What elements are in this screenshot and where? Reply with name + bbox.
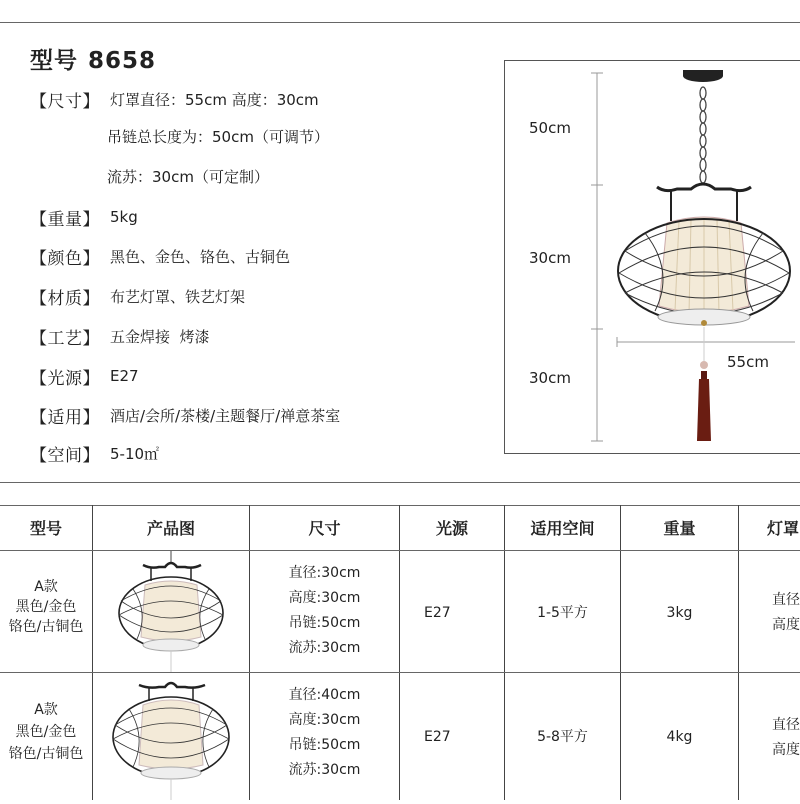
table-row-2-shade xyxy=(739,673,800,800)
variant-name: A款 xyxy=(34,702,58,718)
header-space: 适用空间 xyxy=(505,505,621,550)
body-height-label: 30cm xyxy=(529,249,571,267)
spec-value: 酒店/会所/茶楼/主题餐厅/禅意茶室 xyxy=(110,406,341,425)
spec-value: 5-10㎡ xyxy=(110,444,160,463)
header-image: 产品图 xyxy=(93,505,250,550)
shade-diameter: 直径 xyxy=(772,717,800,733)
variant-colors: 铬色/古铜色 xyxy=(8,746,84,762)
table-row-1-space: 1-5平方 xyxy=(505,551,621,672)
size-diameter: 直径:40cm xyxy=(288,687,361,703)
model-number: 8658 xyxy=(88,48,157,74)
top-divider xyxy=(0,22,800,23)
table-row-1-light: E27 xyxy=(400,551,505,672)
spec-value: 布艺灯罩、铁艺灯架 xyxy=(110,287,246,306)
model-label: 型号 xyxy=(30,48,78,74)
shade-height: 高度 xyxy=(772,742,800,758)
lantern-thumbnail xyxy=(93,551,250,672)
spec-value: 5kg xyxy=(110,208,138,226)
variant-colors: 黑色/金色 xyxy=(15,599,77,615)
chain-length-label: 50cm xyxy=(529,119,571,137)
size-height: 高度:30cm xyxy=(288,590,361,606)
size-tassel: 流苏:30cm xyxy=(288,640,361,656)
variant-colors: 铬色/古铜色 xyxy=(8,619,84,635)
diameter-label: 55cm xyxy=(727,353,769,371)
spec-label: 【光源】 xyxy=(30,368,100,389)
header-weight: 重量 xyxy=(621,505,739,550)
size-diameter: 直径:30cm xyxy=(288,565,361,581)
spec-size xyxy=(30,84,319,114)
dimension-diagram xyxy=(504,60,800,454)
lantern-thumbnail xyxy=(93,673,250,800)
model-heading xyxy=(30,42,156,75)
variant-colors: 黑色/金色 xyxy=(15,724,77,740)
spec-color xyxy=(30,241,290,271)
tassel-length-label: 30cm xyxy=(529,369,571,387)
spec-material xyxy=(30,281,245,311)
header-light: 光源 xyxy=(400,505,505,550)
variant-name: A款 xyxy=(34,579,58,595)
table-row-2-model xyxy=(0,673,93,800)
spec-craft xyxy=(30,321,210,351)
spec-label: 【适用】 xyxy=(30,407,100,428)
spec-weight xyxy=(30,202,138,232)
spec-value: 灯罩直径：55cm 高度：30cm xyxy=(110,90,319,109)
spec-value: E27 xyxy=(110,367,139,385)
size-chain: 吊链:50cm xyxy=(288,737,361,753)
size-tassel: 流苏:30cm xyxy=(288,762,361,778)
header-shade: 灯罩 xyxy=(767,519,800,538)
spec-label: 【材质】 xyxy=(30,288,100,309)
spec-label: 【颜色】 xyxy=(30,248,100,269)
table-row-1-shade xyxy=(739,551,800,672)
table-row-1-image xyxy=(93,551,250,672)
section-divider xyxy=(0,482,800,483)
spec-value: 五金焊接 烤漆 xyxy=(110,327,210,346)
spec-label: 【空间】 xyxy=(30,445,100,466)
spec-tassel-length: 流苏：30cm（可定制） xyxy=(107,168,269,186)
shade-height: 高度 xyxy=(772,617,800,633)
table-row-1-model xyxy=(0,551,93,672)
spec-application xyxy=(30,400,340,430)
spec-value: 黑色、金色、铬色、古铜色 xyxy=(110,247,291,266)
table-row-2-weight: 4kg xyxy=(621,673,739,800)
shade-diameter: 直径 xyxy=(772,592,800,608)
table-row-1-size xyxy=(250,551,400,672)
table-row-2-image xyxy=(93,673,250,800)
spec-chain-length: 吊链总长度为：50cm（可调节） xyxy=(107,128,329,146)
spec-space xyxy=(30,438,159,468)
table-row-1-weight: 3kg xyxy=(621,551,739,672)
header-model: 型号 xyxy=(0,505,93,550)
table-row-2-size xyxy=(250,673,400,800)
spec-label: 【重量】 xyxy=(30,209,100,230)
size-chain: 吊链:50cm xyxy=(288,615,361,631)
header-size: 尺寸 xyxy=(250,505,400,550)
spec-light-source xyxy=(30,361,139,391)
table-row-2-space: 5-8平方 xyxy=(505,673,621,800)
size-height: 高度:30cm xyxy=(288,712,361,728)
table-row-2-light: E27 xyxy=(400,673,505,800)
spec-label: 【尺寸】 xyxy=(30,91,100,112)
spec-label: 【工艺】 xyxy=(30,328,100,349)
